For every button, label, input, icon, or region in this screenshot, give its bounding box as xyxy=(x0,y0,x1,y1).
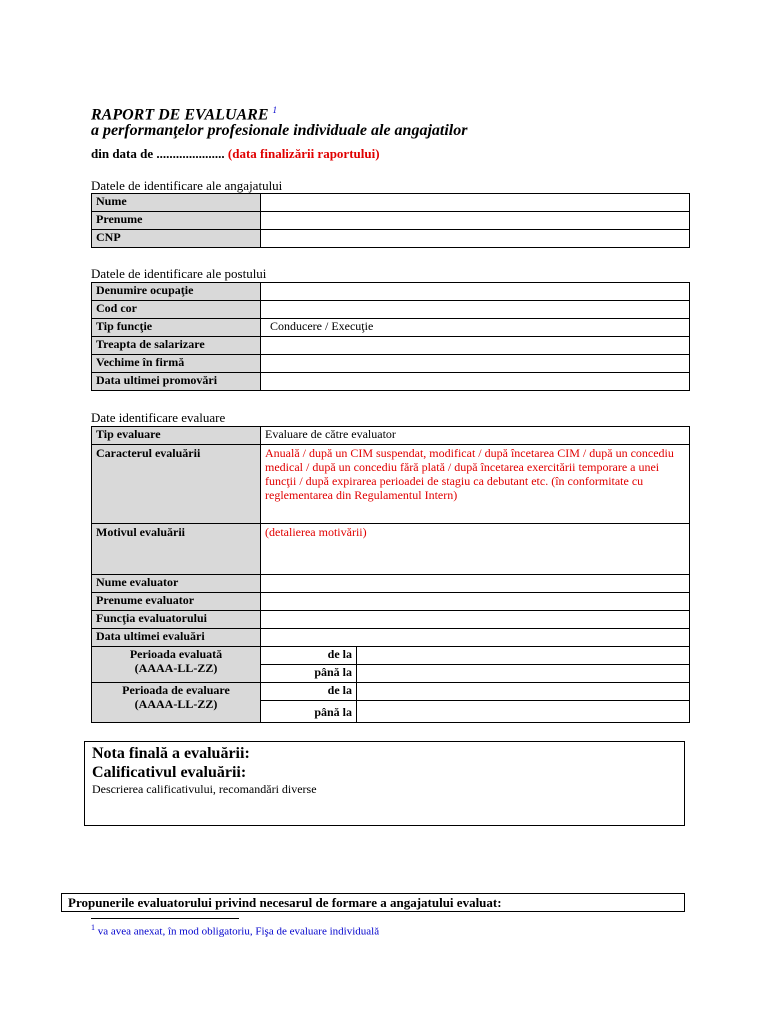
position-section-heading: Datele de identificare ale postului xyxy=(91,266,267,281)
table-row xyxy=(92,283,690,301)
date-prefix: din data de ..................... xyxy=(91,146,225,161)
report-subtitle: a performanţelor profesionale individuale ale angajatilor xyxy=(91,122,468,139)
table-row xyxy=(92,647,690,665)
firstname-field[interactable] xyxy=(261,212,690,230)
employee-table xyxy=(91,193,690,248)
evaluator-name-label: Nume evaluator xyxy=(92,575,261,593)
date-hint: (data finalizării raportului) xyxy=(227,146,380,161)
table-row xyxy=(92,194,690,212)
position-table xyxy=(91,282,690,391)
evaluator-firstname-label: Prenume evaluator xyxy=(92,593,261,611)
period-eval-text: Perioada de evaluare xyxy=(122,683,230,697)
name-field[interactable] xyxy=(261,194,690,212)
period-evaluated-format: (AAAA-LL-ZZ) xyxy=(134,661,218,675)
last-eval-label: Data ultimei evaluări xyxy=(92,629,261,647)
period-evaluated-text: Perioada evaluată xyxy=(129,647,223,661)
occupation-field[interactable] xyxy=(261,283,690,301)
evaluator-function-field[interactable] xyxy=(261,611,690,629)
training-proposals-box[interactable] xyxy=(61,893,685,912)
period-evaluated-to-field[interactable] xyxy=(357,665,690,683)
employee-section-heading: Datele de identificare ale angajatului xyxy=(91,178,283,193)
table-row xyxy=(92,230,690,248)
eval-character-field[interactable]: Anuală / după un CIM suspendat, modificat / după încetarea CIM / după un concediu medical / după un concediu fără plată / după încetarea exercitării temporare a unei funcţii / după expirarea perioadei de stagiu ca debutant etc. (în conformitate cu reglementarea din Regulamentul Intern) xyxy=(261,445,690,524)
footnote-divider xyxy=(91,918,239,919)
eval-type-field[interactable]: Evaluare de către evaluator xyxy=(261,427,690,445)
period-eval-to-label: până la xyxy=(261,701,357,723)
table-row xyxy=(92,301,690,319)
evaluation-section-heading: Date identificare evaluare xyxy=(91,410,226,425)
firstname-label: Prenume xyxy=(92,212,261,230)
period-eval-format: (AAAA-LL-ZZ) xyxy=(134,697,218,711)
period-eval-to-field[interactable] xyxy=(357,701,690,723)
eval-character-label: Caracterul evaluării xyxy=(92,445,261,524)
footnote-mark: 1 xyxy=(91,923,95,932)
name-label: Nume xyxy=(92,194,261,212)
footnote xyxy=(91,923,379,938)
table-row xyxy=(92,683,690,701)
period-evaluated-from-label: de la xyxy=(261,647,357,665)
table-row xyxy=(92,575,690,593)
last-promotion-label: Data ultimei promovări xyxy=(92,373,261,391)
salary-step-label: Treapta de salarizare xyxy=(92,337,261,355)
table-row xyxy=(92,524,690,575)
period-eval-label xyxy=(92,683,261,723)
evaluator-firstname-field[interactable] xyxy=(261,593,690,611)
table-row xyxy=(92,319,690,337)
occupation-label: Denumire ocupaţie xyxy=(92,283,261,301)
last-eval-field[interactable] xyxy=(261,629,690,647)
evaluator-name-field[interactable] xyxy=(261,575,690,593)
cor-code-label: Cod cor xyxy=(92,301,261,319)
report-title xyxy=(91,101,277,124)
table-row xyxy=(92,445,690,524)
footnote-marker: 1 xyxy=(272,105,278,115)
cnp-label: CNP xyxy=(92,230,261,248)
period-eval-from-label: de la xyxy=(261,683,357,701)
table-row xyxy=(92,337,690,355)
salary-step-field[interactable] xyxy=(261,337,690,355)
cnp-field[interactable] xyxy=(261,230,690,248)
eval-type-label: Tip evaluare xyxy=(92,427,261,445)
period-evaluated-to-label: până la xyxy=(261,665,357,683)
evaluation-table xyxy=(91,426,690,723)
qualifier-label: Calificativul evaluării: xyxy=(92,764,247,781)
table-row xyxy=(92,629,690,647)
footnote-text: va avea anexat, în mod obligatoriu, Fişa de evaluare individuală xyxy=(97,925,380,938)
function-type-field[interactable]: Conducere / Execuţie xyxy=(261,319,690,337)
seniority-label: Vechime în firmă xyxy=(92,355,261,373)
report-date-line xyxy=(91,146,380,162)
eval-motive-label: Motivul evaluării xyxy=(92,524,261,575)
table-row xyxy=(92,212,690,230)
last-promotion-field[interactable] xyxy=(261,373,690,391)
final-grade-box xyxy=(84,741,685,826)
cor-code-field[interactable] xyxy=(261,301,690,319)
qualifier-description[interactable]: Descrierea calificativului, recomandări diverse xyxy=(92,782,317,796)
training-proposals-label: Propunerile evaluatorului privind necesarul de formare a angajatului evaluat: xyxy=(68,895,502,910)
eval-motive-field[interactable]: (detalierea motivării) xyxy=(261,524,690,575)
table-row xyxy=(92,611,690,629)
period-evaluated-from-field[interactable] xyxy=(357,647,690,665)
period-eval-from-field[interactable] xyxy=(357,683,690,701)
table-row xyxy=(92,355,690,373)
report-title-text: RAPORT DE EVALUARE xyxy=(91,106,269,124)
evaluator-function-label: Funcţia evaluatorului xyxy=(92,611,261,629)
table-row xyxy=(92,427,690,445)
table-row xyxy=(92,373,690,391)
final-grade-label: Nota finală a evaluării: xyxy=(92,745,250,762)
seniority-field[interactable] xyxy=(261,355,690,373)
function-type-label: Tip funcţie xyxy=(92,319,261,337)
period-evaluated-label xyxy=(92,647,261,683)
table-row xyxy=(92,593,690,611)
